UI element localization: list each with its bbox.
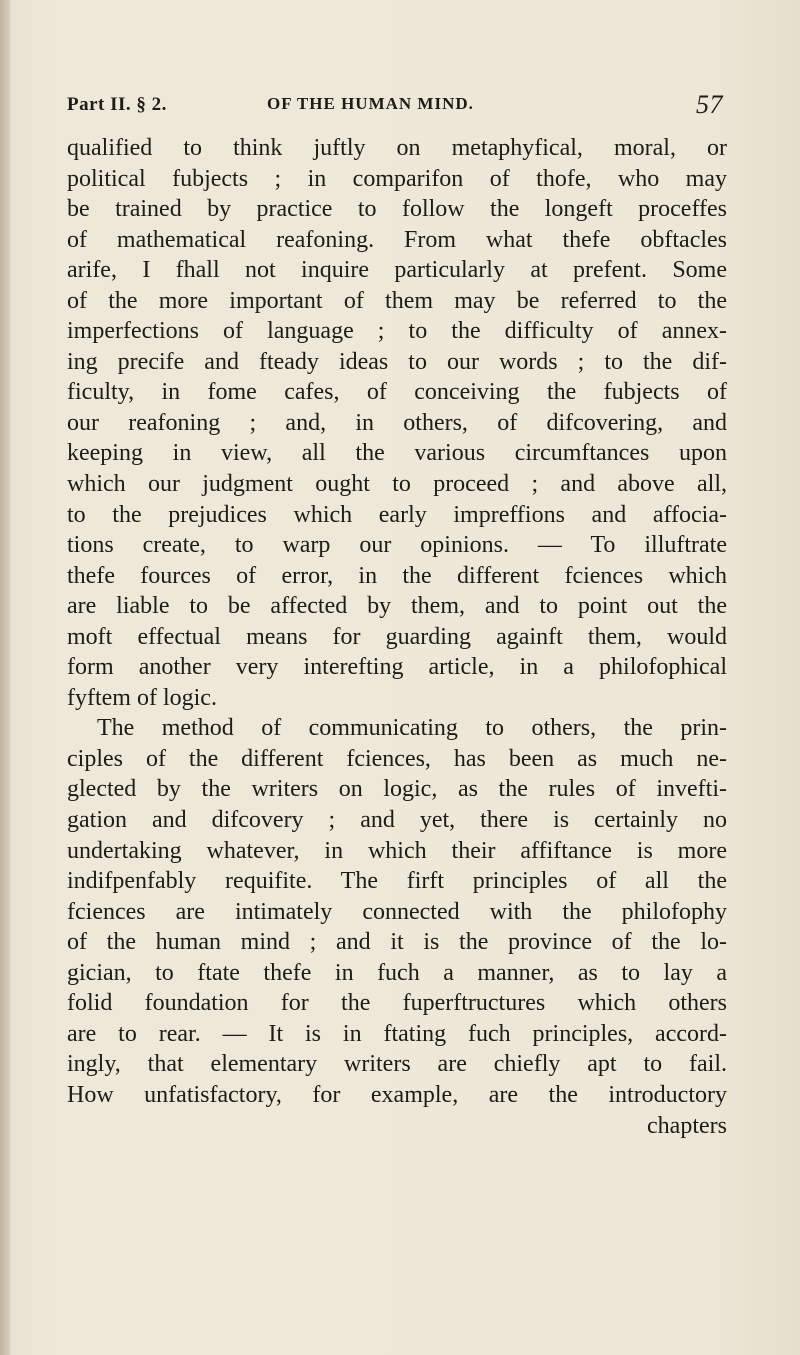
paragraph-start-line: The method of communicating to others, the prin- xyxy=(97,715,727,742)
text-line: undertaking whatever, in which their affiftance is more xyxy=(67,837,727,864)
text-line: be trained by practice to follow the longeft proceffes xyxy=(67,196,727,223)
text-line: moft effectual means for guarding againft them, would xyxy=(67,623,727,650)
page-number: 57 xyxy=(696,90,723,119)
text-line: our reafoning ; and, in others, of difcovering, and xyxy=(67,409,727,436)
text-line: gician, to ftate thefe in fuch a manner, as to lay a xyxy=(67,959,727,986)
text-line: form another very interefting article, in a philofophical xyxy=(67,654,727,681)
text-line: are to rear. — It is in ftating fuch principles, accord- xyxy=(67,1020,727,1047)
text-line: How unfatisfactory, for example, are the introductory xyxy=(67,1081,727,1108)
header-title: OF THE HUMAN MIND. xyxy=(267,94,474,113)
running-header xyxy=(67,90,723,130)
page-spine-shadow xyxy=(0,0,10,1355)
text-line: qualified to think juftly on metaphyfical, moral, or xyxy=(67,135,727,161)
text-line: ing precife and fteady ideas to our words ; to the dif- xyxy=(67,348,727,375)
text-line: arife, I fhall not inquire particularly at prefent. Some xyxy=(67,257,727,284)
text-line: to the prejudices which early impreffions and affocia- xyxy=(67,501,727,528)
text-line: indifpenfably requifite. The firft principles of all the xyxy=(67,868,727,895)
header-part-section: Part II. § 2. xyxy=(67,94,167,115)
text-line: tions create, to warp our opinions. — To illuftrate xyxy=(67,532,727,559)
text-line: thefe fources of error, in the different fciences which xyxy=(67,562,727,589)
text-line: glected by the writers on logic, as the rules of invefti- xyxy=(67,776,727,803)
text-line: are liable to be affected by them, and to point out the xyxy=(67,593,727,620)
text-line: of the more important of them may be referred to the xyxy=(67,287,727,314)
text-line: imperfections of language ; to the difficulty of annex- xyxy=(67,318,727,345)
text-line: ingly, that elementary writers are chiefly apt to fail. xyxy=(67,1051,727,1078)
text-line: fciences are intimately connected with the philofophy xyxy=(67,898,727,925)
text-line: ciples of the different fciences, has been as much ne- xyxy=(67,745,727,772)
catchword: chapters xyxy=(647,1112,727,1139)
text-line: political fubjects ; in comparifon of thofe, who may xyxy=(67,165,727,192)
body-text xyxy=(67,133,727,1141)
paragraph-end-line: fyftem of logic. xyxy=(67,684,217,711)
text-line: of mathematical reafoning. From what thefe obftacles xyxy=(67,226,727,253)
text-line: ficulty, in fome cafes, of conceiving the fubjects of xyxy=(67,379,727,406)
text-line: which our judgment ought to proceed ; and above all, xyxy=(67,471,727,498)
text-line: of the human mind ; and it is the province of the lo- xyxy=(67,929,727,956)
text-line: folid foundation for the fuperftructures which others xyxy=(67,990,727,1017)
text-line: keeping in view, all the various circumftances upon xyxy=(67,440,727,467)
text-line: gation and difcovery ; and yet, there is certainly no xyxy=(67,807,727,834)
